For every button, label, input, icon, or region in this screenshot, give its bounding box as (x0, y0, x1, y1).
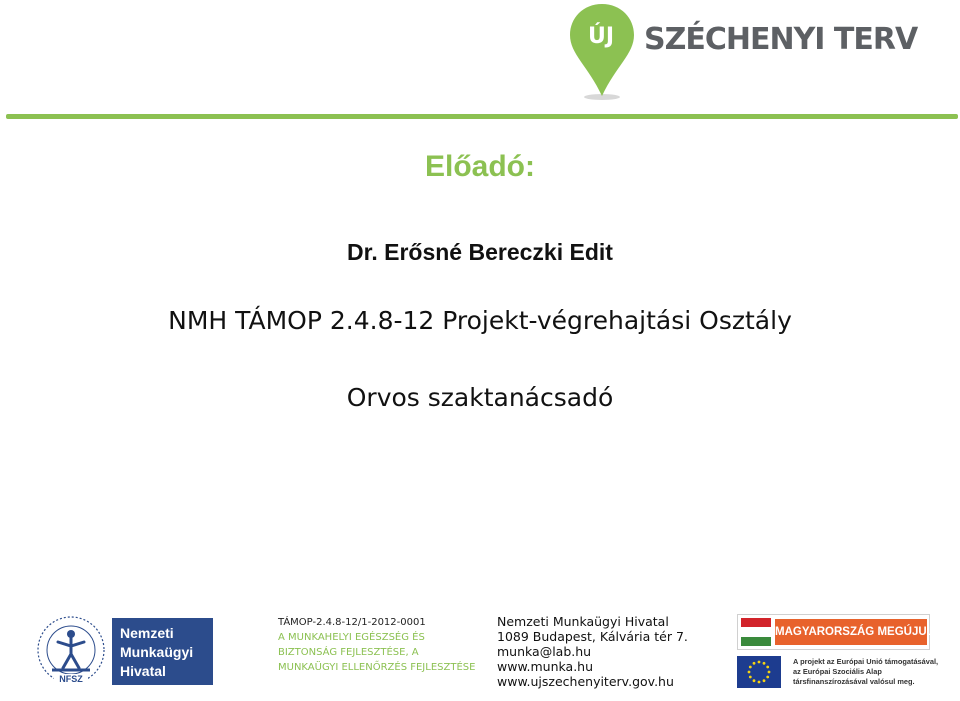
nfsz-logo (30, 612, 112, 690)
eu-text-line: társfinanszírozásával valósul meg. (793, 677, 915, 686)
szechenyi-pin-icon (568, 2, 638, 102)
nmh-logo-line: Hivatal (120, 663, 166, 679)
eu-text-line: az Európai Szociális Alap (793, 667, 882, 676)
contact-org: Nemzeti Munkaügyi Hivatal (497, 614, 669, 629)
project-info (278, 615, 478, 675)
speaker-department: NMH TÁMOP 2.4.8-12 Projekt-végrehajtási Osztály (168, 306, 792, 335)
mo-label: MAGYARORSZÁG MEGÚJUL (775, 619, 927, 645)
speaker-role: Orvos szaktanácsadó (346, 383, 614, 412)
szechenyi-terv-logo (568, 2, 918, 102)
eu-flag-icon (737, 656, 781, 688)
nfsz-label: NFSZ (54, 674, 88, 684)
contact-email[interactable]: munka@lab.hu (497, 644, 592, 659)
logo-wordmark: SZÉCHENYI TERV (644, 22, 918, 57)
contact-website[interactable]: www.munka.hu (497, 659, 594, 674)
contact-block (497, 614, 727, 689)
logo-pin-text: ÚJ (587, 24, 615, 49)
header-divider (6, 114, 958, 119)
nmh-logo (112, 618, 213, 685)
slide-title: Előadó: (425, 150, 535, 183)
contact-address: 1089 Budapest, Kálvária tér 7. (497, 629, 688, 644)
project-description: A MUNKAHELYI EGÉSZSÉG ÉS BIZTONSÁG FEJLESZTÉSE, A MUNKAÜGYI ELLENŐRZÉS FEJLESZTÉSE (278, 632, 476, 673)
hungarian-flag-icon (741, 618, 771, 646)
magyarorszag-megujul-logo (737, 614, 934, 650)
project-code: TÁMOP-2.4.8-12/1-2012-0001 (278, 617, 426, 628)
speaker-name: Dr. Erősné Bereczki Edit (347, 239, 613, 265)
eu-text-line: A projekt az Európai Unió támogatásával, (793, 657, 939, 666)
nmh-logo-line: Nemzeti (120, 625, 174, 641)
contact-website[interactable]: www.ujszechenyiterv.gov.hu (497, 674, 674, 689)
nmh-logo-line: Munkaügyi (120, 644, 194, 660)
eu-funding-note (793, 657, 953, 687)
